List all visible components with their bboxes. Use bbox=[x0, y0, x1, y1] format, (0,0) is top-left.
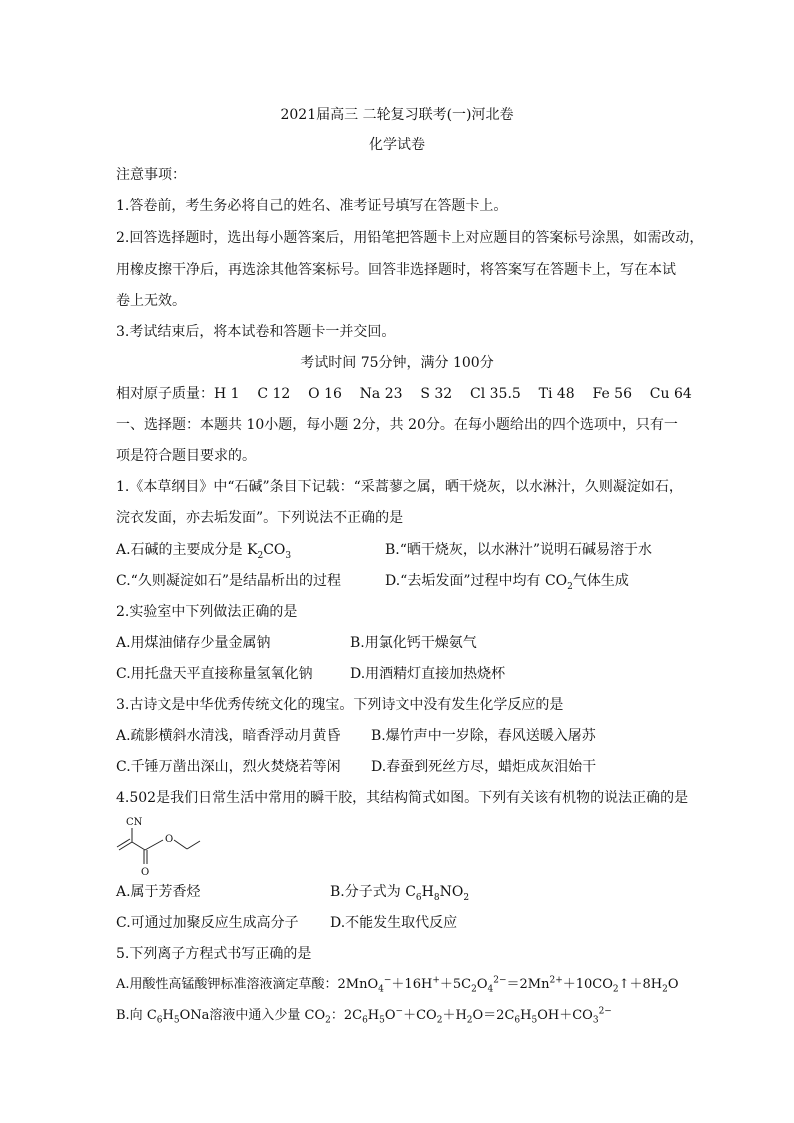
q4-option-d: D.不能发生取代反应 bbox=[330, 915, 458, 931]
q2-option-a: A.用煤油储存少量金属钠 bbox=[116, 635, 271, 651]
q4-option-b: B.分子式为 $C_6H_8NO_2$ bbox=[330, 884, 470, 903]
mol-bond-ch2-ch3 bbox=[187, 841, 200, 849]
note-2-line-2: 用橡皮擦干净后，再选涂其他答案标号。回答非选择题时，将答案写在答题卡上，写在本试 bbox=[116, 262, 676, 278]
q1-option-c: C.“久则凝淀如石”是结晶析出的过程 bbox=[116, 573, 341, 589]
mol-carbonyl-o-label: O bbox=[141, 867, 150, 878]
faint-watermark bbox=[600, 756, 604, 772]
q3-stem: 3.古诗文是中华优秀传统文化的瑰宝。下列诗文中没有发生化学反应的是 bbox=[116, 697, 564, 713]
mol-bond-c-o bbox=[145, 840, 163, 850]
q2-option-c: C.用托盘天平直接称量氢氧化钠 bbox=[116, 666, 313, 682]
note-1: 1.答卷前，考生务必将自己的姓名、准考证号填写在答题卡上。 bbox=[116, 198, 508, 214]
q4-option-a: A.属于芳香烃 bbox=[116, 884, 201, 900]
exam-title: 2021届高三 二轮复习联考(一)河北卷 bbox=[280, 107, 514, 123]
q5-option-b: B.向 $C_6H_5ONa$溶液中通入少量 $CO_2$：$2C_6H_5O^-+CO_2+H_2O=2C_6H_5OH+CO_3^{2-}$ bbox=[116, 1006, 612, 1026]
q1-option-a: A.石碱的主要成分是 $K_2CO_3$ bbox=[116, 542, 292, 561]
mol-cn-label: CN bbox=[126, 817, 143, 828]
exam-time-info: 考试时间 75分钟，满分 100分 bbox=[300, 355, 494, 371]
exam-subject: 化学试卷 bbox=[369, 137, 425, 153]
q1-option-b: B.“晒干烧灰，以水淋汁”说明石碱易溶于水 bbox=[385, 542, 653, 558]
q3-option-b: B.爆竹声中一岁除，春风送暖入屠苏 bbox=[371, 728, 596, 744]
note-2-line-3: 卷上无效。 bbox=[116, 293, 186, 309]
section-1-line-1: 一、选择题：本题共 10小题，每小题 2分，共 20分。在每小题给出的四个选项中，只有一 bbox=[116, 417, 678, 433]
q4-option-c: C.可通过加聚反应生成高分子 bbox=[116, 915, 299, 931]
cyanoacrylate-structure bbox=[116, 812, 216, 878]
q3-option-d: D.春蚕到死丝方尽，蜡炬成灰泪始干 bbox=[371, 759, 597, 775]
mol-ester-o-label: O bbox=[165, 834, 174, 845]
mol-bond-vinyl-b bbox=[117, 839, 130, 847]
q1-stem-line-1: 1.《本草纲目》中“石碱”条目下记载：“采蒿蓼之属，晒干烧灰，以水淋汁，久则凝淀如石， bbox=[116, 479, 683, 495]
mol-bond-c-c bbox=[132, 842, 145, 850]
note-2-line-1: 2.回答选择题时，选出每小题答案后，用铅笔把答题卡上对应题目的答案标号涂黑，如需改动， bbox=[116, 230, 704, 246]
notes-heading: 注意事项： bbox=[116, 167, 186, 183]
atomic-masses: 相对原子质量：H 1 C 12 O 16 Na 23 S 32 Cl 35.5 Ti 48 Fe 56 Cu 64 bbox=[116, 386, 692, 402]
mol-bond-o-ch2 bbox=[174, 840, 187, 849]
q4-stem: 4.502是我们日常生活中常用的瞬干胶，其结构简式如图。下列有关该有机物的说法正确的是 bbox=[116, 790, 689, 806]
q2-option-d: D.用酒精灯直接加热烧杯 bbox=[350, 666, 506, 682]
q2-stem: 2.实验室中下列做法正确的是 bbox=[116, 604, 298, 620]
q3-option-a: A.疏影横斜水清浅，暗香浮动月黄昏 bbox=[116, 728, 341, 744]
q1-option-d: D.“去垢发面”过程中均有 $CO_2$气体生成 bbox=[385, 573, 629, 592]
mol-bond-vinyl-a bbox=[119, 842, 132, 850]
q2-option-b: B.用氯化钙干燥氨气 bbox=[350, 635, 477, 651]
note-3: 3.考试结束后，将本试卷和答题卡一并交回。 bbox=[116, 324, 396, 340]
q1-stem-line-2: 浣衣发面，亦去垢发面”。下列说法不正确的是 bbox=[116, 510, 404, 526]
q5-stem: 5.下列离子方程式书写正确的是 bbox=[116, 946, 312, 962]
q5-option-a: A.用酸性高锰酸钾标准溶液滴定草酸：$2MnO_4^-+16H^++5C_2O_4^{2-}=2Mn^{2+}+10CO_2↑+8H_2O$ bbox=[116, 975, 679, 995]
section-1-line-2: 项是符合题目要求的。 bbox=[116, 448, 256, 464]
q3-option-c: C.千锤万凿出深山，烈火焚烧若等闲 bbox=[116, 759, 341, 775]
